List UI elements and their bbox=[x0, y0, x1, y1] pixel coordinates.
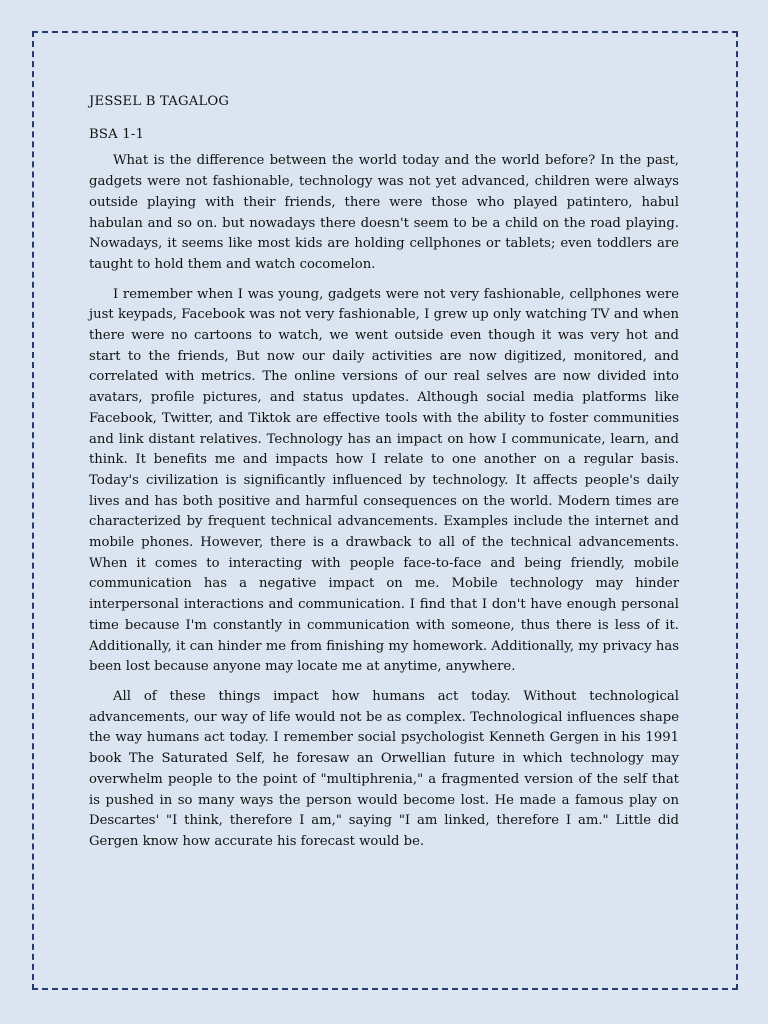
author-name: JESSEL B TAGALOG bbox=[89, 94, 230, 109]
document-body bbox=[89, 92, 679, 862]
paragraph-1: What is the difference between the world today and the world before? In the past, gadgets were not fashionable, technology was not yet advanced, children were always outside playing with their friends, there were those who played patintero, habul habulan and so on. but nowadays there doesn't seem to be a child on the road playing. Nowadays, it seems like most kids are holding cellphones or tablets; even toddlers are taught to hold them and watch cocomelon. bbox=[89, 153, 679, 272]
paragraph-2: I remember when I was young, gadgets were not very fashionable, cellphones were just keypads, Facebook was not very fashionable, I grew up only watching TV and when there were no cartoons to watch, we went outside even though it was very hot and start to the friends, But now our daily activities are now digitized, monitored, and correlated with metrics. The online versions of our real selves are now divided into avatars, profile pictures, and status updates. Although social media platforms like Facebook, Twitter, and Tiktok are effective tools with the ability to foster communities and link distant relatives. Technology has an impact on how I communicate, learn, and think. It benefits me and impacts how I relate to one another on a regular basis. Today's civilization is significantly influenced by technology. It affects people's daily lives and has both positive and harmful consequences on the world. Modern times are characterized by frequent technical advancements. Examples include the internet and mobile phones. However, there is a drawback to all of the technical advancements. When it comes to interacting with people face-to-face and being friendly, mobile communication has a negative impact on me. Mobile technology may hinder interpersonal interactions and communication. I find that I don't have enough personal time because I'm constantly in communication with someone, thus there is less of it. Additionally, it can hinder me from finishing my homework. Additionally, my privacy has been lost because anyone may locate me at anytime, anywhere. bbox=[89, 286, 679, 675]
course-section: BSA 1-1 bbox=[89, 126, 145, 142]
paragraph-3: All of these things impact how humans act today. Without technological advancements, our way of life would not be as complex. Technological influences shape the way humans act today. I remember social psychologist Kenneth Gergen in his 1991 book The Saturated Self, he foresaw an Orwellian future in which technology may overwhelm people to the point of "multiphrenia," a fragmented version of the self that is pushed in so many ways the person would become lost. He made a famous play on Descartes' "I think, therefore I am," saying "I am linked, therefore I am." Little did Gergen know how accurate his forecast would be. bbox=[89, 688, 679, 849]
